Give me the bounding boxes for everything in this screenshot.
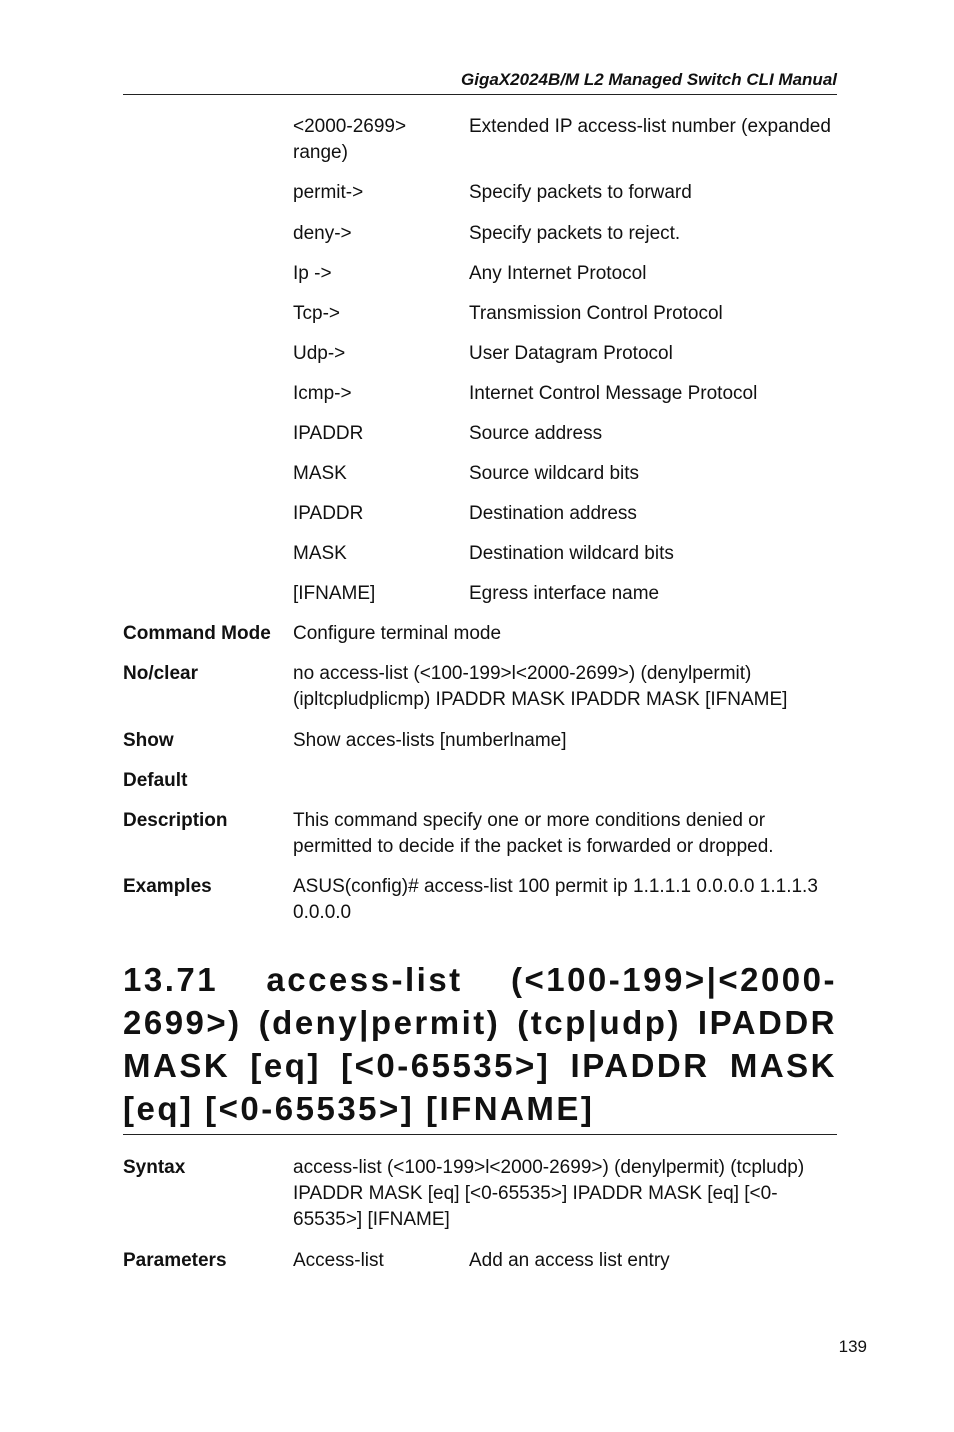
syntax-value: access-list (<100-199>l<2000-2699>) (denylpermit) (tcpludp) IPADDR MASK [eq] [<0-65535>] IPADDR MASK [eq] [<0-65535>] [IFNAME] [293, 1157, 805, 1230]
description-label: Description [123, 810, 228, 831]
parameter-description: Source address [469, 423, 603, 444]
parameter-row [123, 114, 837, 166]
section-heading: 13.71 access-list (<100-199>|<2000-2699>) (deny|permit) (tcp|udp) IPADDR MASK [eq] [<0-65535>] IPADDR MASK [eq] [<0-65535>] [IFNAME] [123, 961, 837, 1127]
parameter-name: Icmp-> [293, 383, 352, 404]
parameter-name: deny-> [293, 223, 352, 244]
parameter-description: Specify packets to forward [469, 182, 692, 203]
default-label: Default [123, 770, 188, 791]
page-number: 139 [838, 1337, 867, 1356]
parameter-description: Extended IP access-list number (expanded [469, 116, 831, 137]
parameter-name: permit-> [293, 182, 364, 203]
parameter-description: Specify packets to reject. [469, 223, 681, 244]
parameter-description: Source wildcard bits [469, 463, 640, 484]
parameters-label: Parameters [123, 1250, 227, 1271]
show-label: Show [123, 730, 174, 751]
examples-label: Examples [123, 876, 212, 897]
parameter-name: MASK [293, 543, 347, 564]
command-mode-value: Configure terminal mode [293, 623, 502, 644]
running-header: GigaX2024B/M L2 Managed Switch CLI Manual [461, 70, 837, 89]
parameter-description: Any Internet Protocol [469, 263, 647, 284]
heading-divider [123, 1134, 837, 1135]
parameter-description: Egress interface name [469, 583, 660, 604]
description-value: This command specify one or more conditions denied or permitted to decide if the packet is forwarded or dropped. [293, 810, 774, 857]
parameter-name: Access-list [293, 1250, 384, 1271]
syntax-label: Syntax [123, 1157, 186, 1178]
command-mode-label: Command Mode [123, 623, 271, 644]
parameter-name: Ip -> [293, 263, 332, 284]
parameter-description: User Datagram Protocol [469, 343, 673, 364]
examples-value: ASUS(config)# access-list 100 permit ip 1.1.1.1 0.0.0.0 1.1.1.3 0.0.0.0 [293, 876, 818, 923]
parameter-description: Destination wildcard bits [469, 543, 674, 564]
parameter-name: [IFNAME] [293, 583, 376, 604]
parameter-name: MASK [293, 463, 347, 484]
header-divider [123, 94, 837, 95]
parameter-description: Add an access list entry [469, 1250, 670, 1271]
show-value: Show acces-lists [numberlname] [293, 730, 567, 751]
no-clear-value: no access-list (<100-199>l<2000-2699>) (denylpermit) (ipltcpludplicmp) IPADDR MASK IPADDR MASK [IFNAME] [293, 663, 788, 710]
no-clear-label: No/clear [123, 663, 198, 684]
parameter-name: Tcp-> [293, 303, 340, 324]
parameter-name: IPADDR [293, 503, 364, 524]
parameter-name: <2000-2699> range) [293, 116, 407, 163]
parameter-description: Destination address [469, 503, 637, 524]
parameter-description: Transmission Control Protocol [469, 303, 723, 324]
parameter-description: Internet Control Message Protocol [469, 383, 758, 404]
parameter-name: IPADDR [293, 423, 364, 444]
parameter-name: Udp-> [293, 343, 346, 364]
